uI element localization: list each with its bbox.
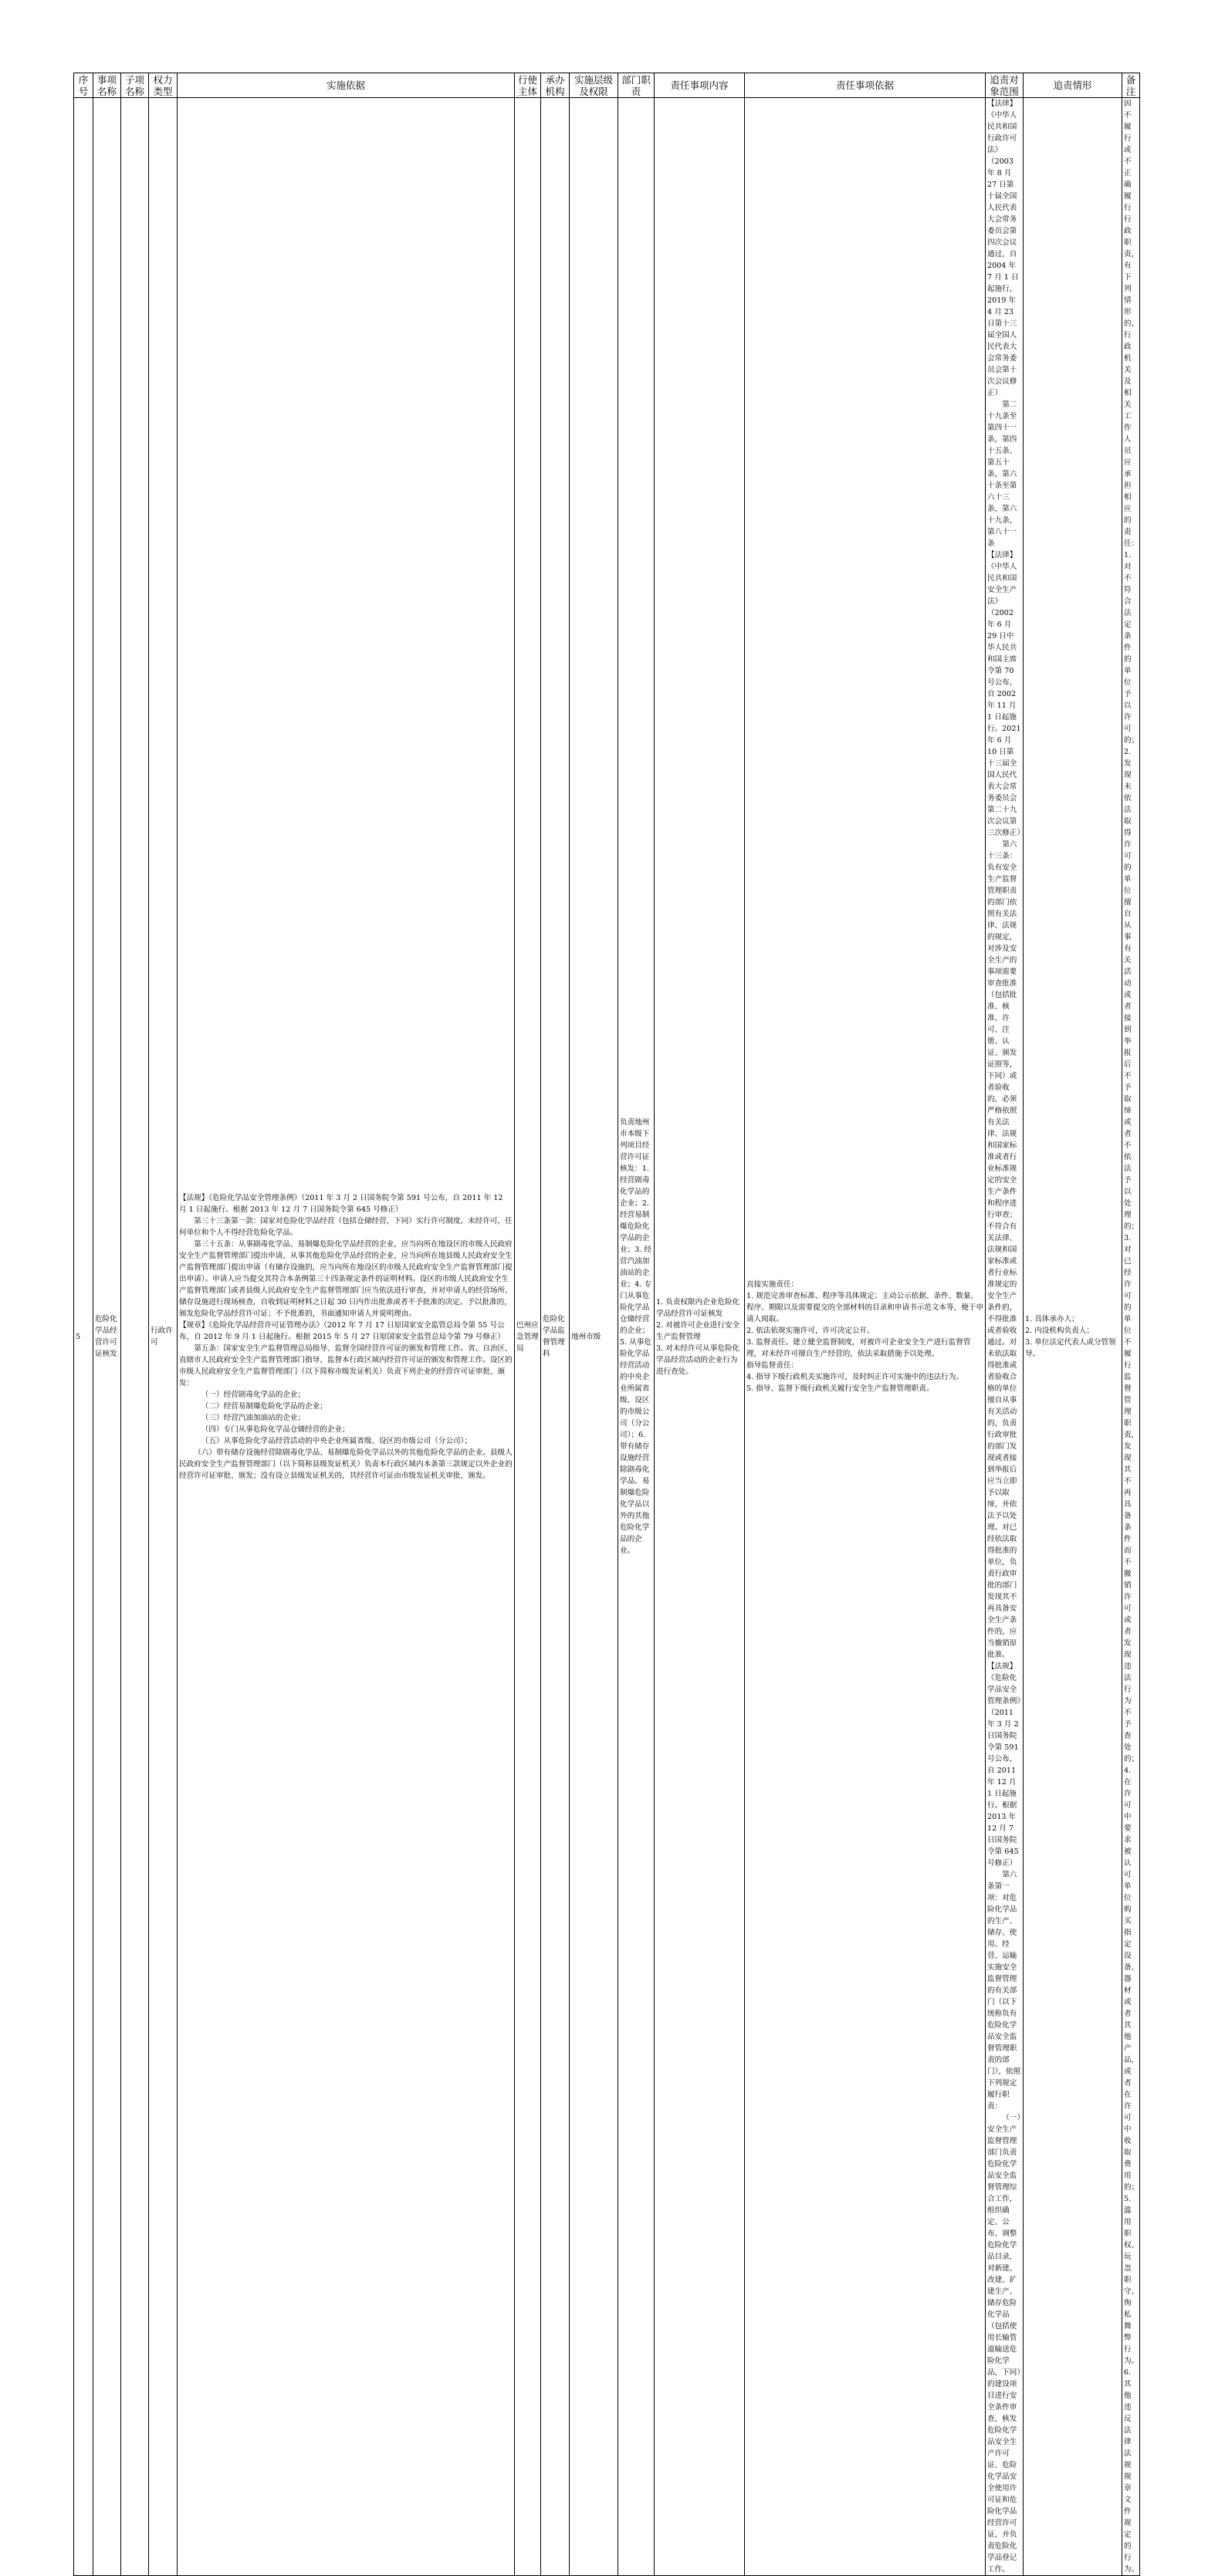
basis-paragraph: （五）从事危险化学品经营活动的中央企业所属省级、设区的市级公司（分公司）；	[201, 1436, 472, 1445]
header-power-type: 权力类型	[149, 73, 178, 98]
header-resp-basis: 责任事项依据	[745, 73, 986, 98]
header-resp-content: 责任事项内容	[655, 73, 745, 98]
situation-item: 3. 对已经许可的单位不履行监督管理职责，发现其不再具备条件而不撤销许可或者发现违法行为不予查处的；	[1124, 1234, 1139, 1763]
basis-paragraph: 第三十五条：从事剧毒化学品、易制爆危险化学品经营的企业，应当向所在地设区的市级人民政府安全生产监督管理部门提出申请，从事其他危险化学品经营的企业，应当向所在地县级人民政府安全生产监督管理部门提出申请（有储存设施的，应当向所在地设区的市级人民政府安全生产监督管理部门提出申请）。申请人应当提交其符合本条例第三十四条规定条件的证明材料。设区的市级人民政府安全生产监督管理部门或者县级人民政府安全生产监督管理部门应当依法进行审查，并对申请人的经营场所、储存设施进行现场核查，自收到证明材料之日起 30 日内作出批准或者不予批准的决定。予以批准的，颁发危险化学品经营许可证；不予批准的，书面通知申请人并说明理由。	[179, 1239, 513, 1318]
header-sub-item: 子项名称	[121, 73, 149, 98]
header-agency: 承办机构	[541, 73, 570, 98]
resp-basis-paragraph: （一）安全生产监督管理部门负责危险化学品安全监督管理综合工作，组织确定、公布、调整危险化学品目录，对新建、改建、扩建生产、储存危险化学品（包括使用长输管道输送危险化学品，下同）的建设项目进行安全条件审查，核发危险化学品安全生产许可证、危险化学品安全使用许可证和危险化学品经营许可证，并负责危险化学品登记工作。	[987, 2114, 1021, 2574]
resp-basis-paragraph: 第六十三条：负有安全生产监督管理职责的部门依照有关法律、法规的规定，对涉及安全生产的事项需要审查批准（包括批准、核准、许可、注册、认证、颁发证照等，下同）或者验收的，必须严格依照有关法律、法规和国家标准或者行业标准规定的安全生产条件和程序进行审查；不符合有关法律、法规和国家标准或者行业标准规定的安全生产条件的，不得批准或者验收通过。对未依法取得批准或者验收合格的单位擅自从事有关活动的，负责行政审批的部门发现或者接到举报后应当立即予以取缔，并依法予以处理。对已经依法取得批准的单位，负责行政审批的部门发现其不再具备安全生产条件的，应当撤销原批准。	[987, 840, 1017, 1659]
cell-resp-basis	[986, 98, 1024, 2576]
cell-seq: 5	[74, 98, 93, 2576]
cell-situation	[1122, 98, 1140, 2576]
cell-basis	[178, 98, 515, 2576]
header-situation: 追责情形	[1024, 73, 1122, 98]
resp-content-item: 直接实施责任：	[746, 1280, 799, 1289]
basis-paragraph: （六）带有储存设施经营除剧毒化学品、易制爆危险化学品以外的其他危险化学品的企业。县级人民政府安全生产监督管理部门（以下简称县级发证机关）负责本行政区域内本条第三款规定以外企业的经营许可证审批、颁发；没有设立县级发证机关的，其经营许可证由市级发证机关审批、颁发。	[179, 1448, 513, 1480]
scope-item: 2. 内设机构负责人；	[1025, 1327, 1094, 1335]
basis-paragraph: 【法规】《危险化学品安全管理条例》（2011 年 3 月 2 日国务院令第 591 号公布，自 2011 年 12 月 1 日起施行。根据 2013 年 12 月 7 日国务院令第 645 号修正）	[179, 1193, 503, 1214]
header-basis: 实施依据	[178, 73, 515, 98]
situation-item: 5. 滥用职权、玩忽职守、徇私舞弊行为。	[1124, 2195, 1139, 2365]
situation-item: 因不履行或不正确履行行政职责，有下列情形的，行政机关及相关工作人员应承担相应的责任：	[1124, 100, 1139, 548]
power-list-table	[73, 73, 1140, 2576]
duty-detail-item: 1. 负责权限内企业危险化学品经营许可证核发	[656, 1297, 740, 1318]
cell-resp-content	[745, 98, 986, 2576]
header-scope: 追责对象范围	[986, 73, 1024, 98]
table-row	[74, 98, 1140, 2576]
resp-basis-paragraph: 【法规】《危险化学品安全管理条例》（2011 年 3 月 2 日国务院令第 591 号公布，自 2011 年 12 月 1 日起施行。根据 2013 年 12 月 7 日国务院令第 645 号修正）	[987, 1662, 1021, 1868]
cell-sub-item	[121, 98, 149, 2576]
cell-power-type: 行政许可	[149, 98, 178, 2576]
resp-content-item: 5. 指导、监督下级行政机关履行安全生产监督管理职责。	[746, 1384, 934, 1393]
basis-paragraph: 第三十三条第一款：国家对危险化学品经营（包括仓储经营，下同）实行许可制度。未经许可，任何单位和个人不得经营危险化学品。	[179, 1216, 513, 1237]
resp-basis-paragraph: 【法律】《中华人民共和国行政许可法》（2003 年 8 月 27 日第十届全国人民代表大会常务委员会第四次会议通过，自 2004 年 7 月 1 日起施行，2019 年 4 月 23 日第十三届全国人民代表大会常务委员会第十次会议修正）	[987, 100, 1019, 397]
scope-item: 3. 单位法定代表人或分管领导。	[1025, 1338, 1116, 1358]
header-remark: 备注	[1122, 73, 1140, 98]
duty-detail-item: 3. 对未经许可从事危险化学品经营活动的企业行为进行查处。	[656, 1344, 740, 1376]
basis-paragraph: 【规章】《危险化学品经营许可证管理办法》（2012 年 7 月 17 日原国家安全监管总局令第 55 号公布，自 2012 年 9 月 1 日起施行。根据 2015 年 5 月 27 日原国家安全监管总局令第 79 号修正）	[179, 1320, 506, 1341]
header-level: 实施层级及权限	[570, 73, 618, 98]
resp-basis-paragraph: 【法律】《中华人民共和国安全生产法》（2002 年 6 月 29 日中华人民共和国主席令第 70 号公布，自 2002 年 11 月 1 日起施行。2021 年 6 月 10 日第十三届全国人民代表大会常务委员会第二十九次会议第三次修正）	[987, 551, 1024, 837]
cell-agency: 危险化学品监督管理科	[541, 98, 570, 2576]
basis-paragraph: （三）经营汽油加油站的企业；	[201, 1413, 306, 1422]
situation-item: 2. 发现未依法取得许可的单位擅自从事有关活动或者接到举报后不予取缔或者不依法予以处理的；	[1124, 748, 1139, 1231]
duty-detail-item: 2. 对被许可企业进行安全生产监督管理	[656, 1320, 740, 1341]
header-seq: 序号	[74, 73, 93, 98]
cell-duty: 负责地州市本级下列项目经营许可证核发：1. 经营剧毒化学品的企业；2. 经营易制爆危险化学品的企业；3. 经营汽油加油站的企业；4. 专门从事危险化学品仓储经营的企业；5. 从事危险化学品经营活动的中央企业所属省级、设区的市级公司（分公司）；6. 带有储存设施经营除剧毒化学品、易制爆危险化学品以外的其他危险化学品的企业。	[618, 98, 655, 2576]
cell-duty-detail	[655, 98, 745, 2576]
header-row	[74, 73, 1140, 98]
cell-level-scope: 地州市级	[570, 98, 618, 2576]
resp-content-item: 4. 指导下级行政机关实施许可，及时纠正许可实施中的违法行为。	[746, 1373, 963, 1381]
cell-item-name: 危险化学品经营许可证核发	[93, 98, 121, 2576]
header-item-name: 事项名称	[93, 73, 121, 98]
resp-content-item: 3. 监督责任。建立健全监督制度，对被许可企业安全生产进行监督管理，对未经许可擅自生产经营的，依法采取措施予以处理。	[746, 1338, 971, 1358]
situation-item: 6. 其他违反法律法规规章文件规定的行为。	[1124, 2368, 1139, 2574]
cell-scope	[1024, 98, 1122, 2576]
cell-subject: 巴州应急管理局	[515, 98, 541, 2576]
situation-item: 4. 在许可中要求被认可单位购买指定设备、器材或者其他产品，或者在许可中收取费用的；	[1124, 1766, 1139, 2192]
resp-basis-paragraph: 第六条第一项：对危险化学品的生产、储存、使用、经营、运输实施安全监督管理的有关部门（以下统称负有危险化学品安全监督管理职责的部门），依照下列规定履行职责：	[987, 1871, 1021, 2111]
basis-paragraph: （二）经营易制爆危险化学品的企业；	[201, 1401, 327, 1411]
resp-content-item: 指导监督责任：	[746, 1361, 799, 1370]
situation-item: 1. 对不符合法定条件的单位予以许可的；	[1124, 551, 1139, 745]
resp-basis-paragraph: 第二十九条至第四十一条，第四十五条、第五十条，第六十条至第六十三条，第六十九条，第八十一条	[987, 401, 1017, 548]
resp-content-item: 1. 规范完善审查标准、程序等具体规定；主动公示依据、条件、数量、程序、期限以及需要提交的全部材料的目录和申请书示范文本等，便于申请人阅取。	[746, 1292, 983, 1323]
header-duty: 部门职责	[618, 73, 655, 98]
basis-paragraph: 第五条：国家安全生产监督管理总局指导、监督全国经营许可证的颁发和管理工作。省、自治区、直辖市人民政府安全生产监督管理部门指导、监督本行政区域内经营许可证的颁发和管理工作。设区的市级人民政府安全生产监督管理部门（以下简称市级发证机关）负责下列企业的经营许可证审批、颁发：	[179, 1344, 513, 1388]
scope-item: 1. 具体承办人；	[1025, 1315, 1079, 1323]
resp-content-item: 2. 依法依规实施许可，许可决定公开。	[746, 1327, 875, 1335]
basis-paragraph: （一）经营剧毒化学品的企业；	[201, 1390, 306, 1399]
basis-paragraph: （四）专门从事危险化学品仓储经营的企业；	[201, 1425, 350, 1434]
header-subject: 行使主体	[515, 73, 541, 98]
